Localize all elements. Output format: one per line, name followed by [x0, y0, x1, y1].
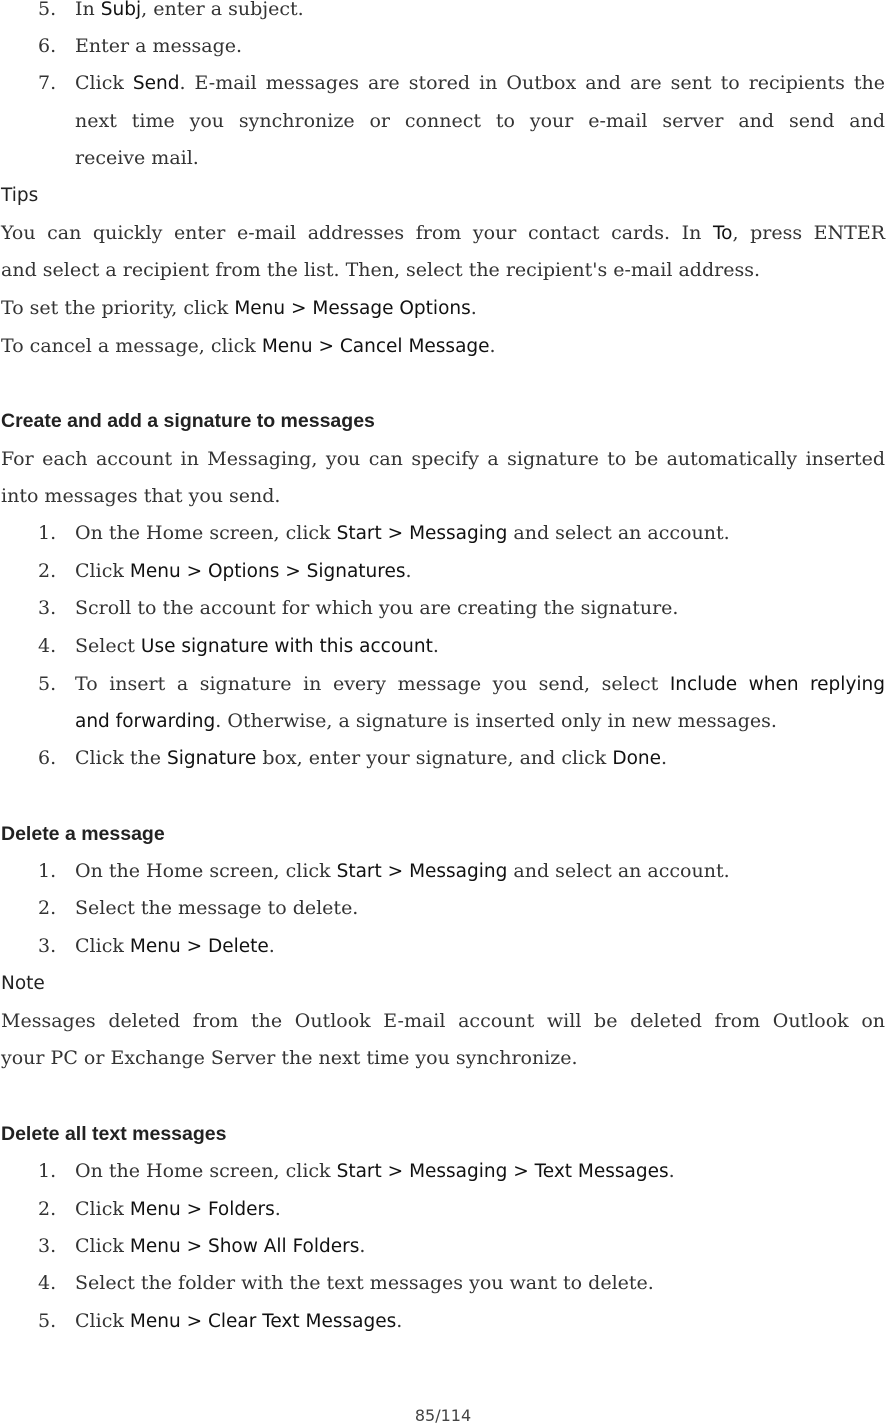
ui-term: Start [336, 523, 382, 544]
ui-term: Menu [129, 1199, 181, 1220]
ui-term: Menu [234, 298, 286, 319]
ui-term: Use signature with this account [140, 636, 433, 657]
ui-term: Messaging [409, 523, 508, 544]
ui-term: Cancel Message [339, 336, 490, 357]
ui-term: Include when replying [669, 674, 885, 695]
ui-term: Delete [207, 936, 269, 957]
note-line-2: your PC or Exchange Server the next time you synchronize. [1, 1047, 578, 1069]
ui-term: Text Messages [534, 1161, 669, 1182]
tip-2: To set the priority, click Menu > Message Options. [1, 297, 477, 319]
ui-term: Menu [129, 561, 181, 582]
ui-term: Show All Folders [207, 1236, 360, 1257]
ui-term: Send [132, 73, 180, 94]
ui-term: Messaging [409, 861, 508, 882]
ui-term: Options [207, 561, 280, 582]
ui-term: and forwarding [75, 711, 216, 732]
ui-term: Clear Text Messages [207, 1311, 397, 1332]
tip-1-line-2: and select a recipient from the list. Then, select the recipient's e-mail address. [1, 259, 760, 281]
ui-term: Menu [129, 1236, 181, 1257]
ui-term: Messaging [409, 1161, 508, 1182]
section-heading-signature: Create and add a signature to messages [1, 410, 375, 432]
ui-term: Menu [129, 1311, 181, 1332]
ui-term: Signature [167, 748, 257, 769]
signature-intro-line-2: into messages that you send. [1, 485, 281, 507]
ui-term: To [713, 223, 733, 244]
ui-term: Signatures [306, 561, 406, 582]
ui-term: Start [336, 1161, 382, 1182]
tip-1-line-1: You can quickly enter e-mail addresses from your contact cards. In To, press ENTER [1, 222, 886, 244]
section-heading-delete-text-messages: Delete all text messages [1, 1123, 227, 1145]
ui-term: Start [336, 861, 382, 882]
ui-term: Folders [207, 1199, 275, 1220]
ui-term: Subj [100, 0, 142, 20]
section-heading-delete-message: Delete a message [1, 823, 165, 845]
signature-intro-line-1: For each account in Messaging, you can specify a signature to be automatically inserted [1, 448, 885, 470]
note-line-1: Messages deleted from the Outlook E-mail account will be deleted from Outlook on [1, 1010, 885, 1032]
ui-term: Menu [129, 936, 181, 957]
tip-3: To cancel a message, click Menu > Cancel Message. [1, 335, 496, 357]
ui-term: Message Options [312, 298, 471, 319]
ui-term: Done [612, 748, 662, 769]
page-number: 85/114 [414, 1406, 472, 1425]
ui-term: Menu [261, 336, 313, 357]
